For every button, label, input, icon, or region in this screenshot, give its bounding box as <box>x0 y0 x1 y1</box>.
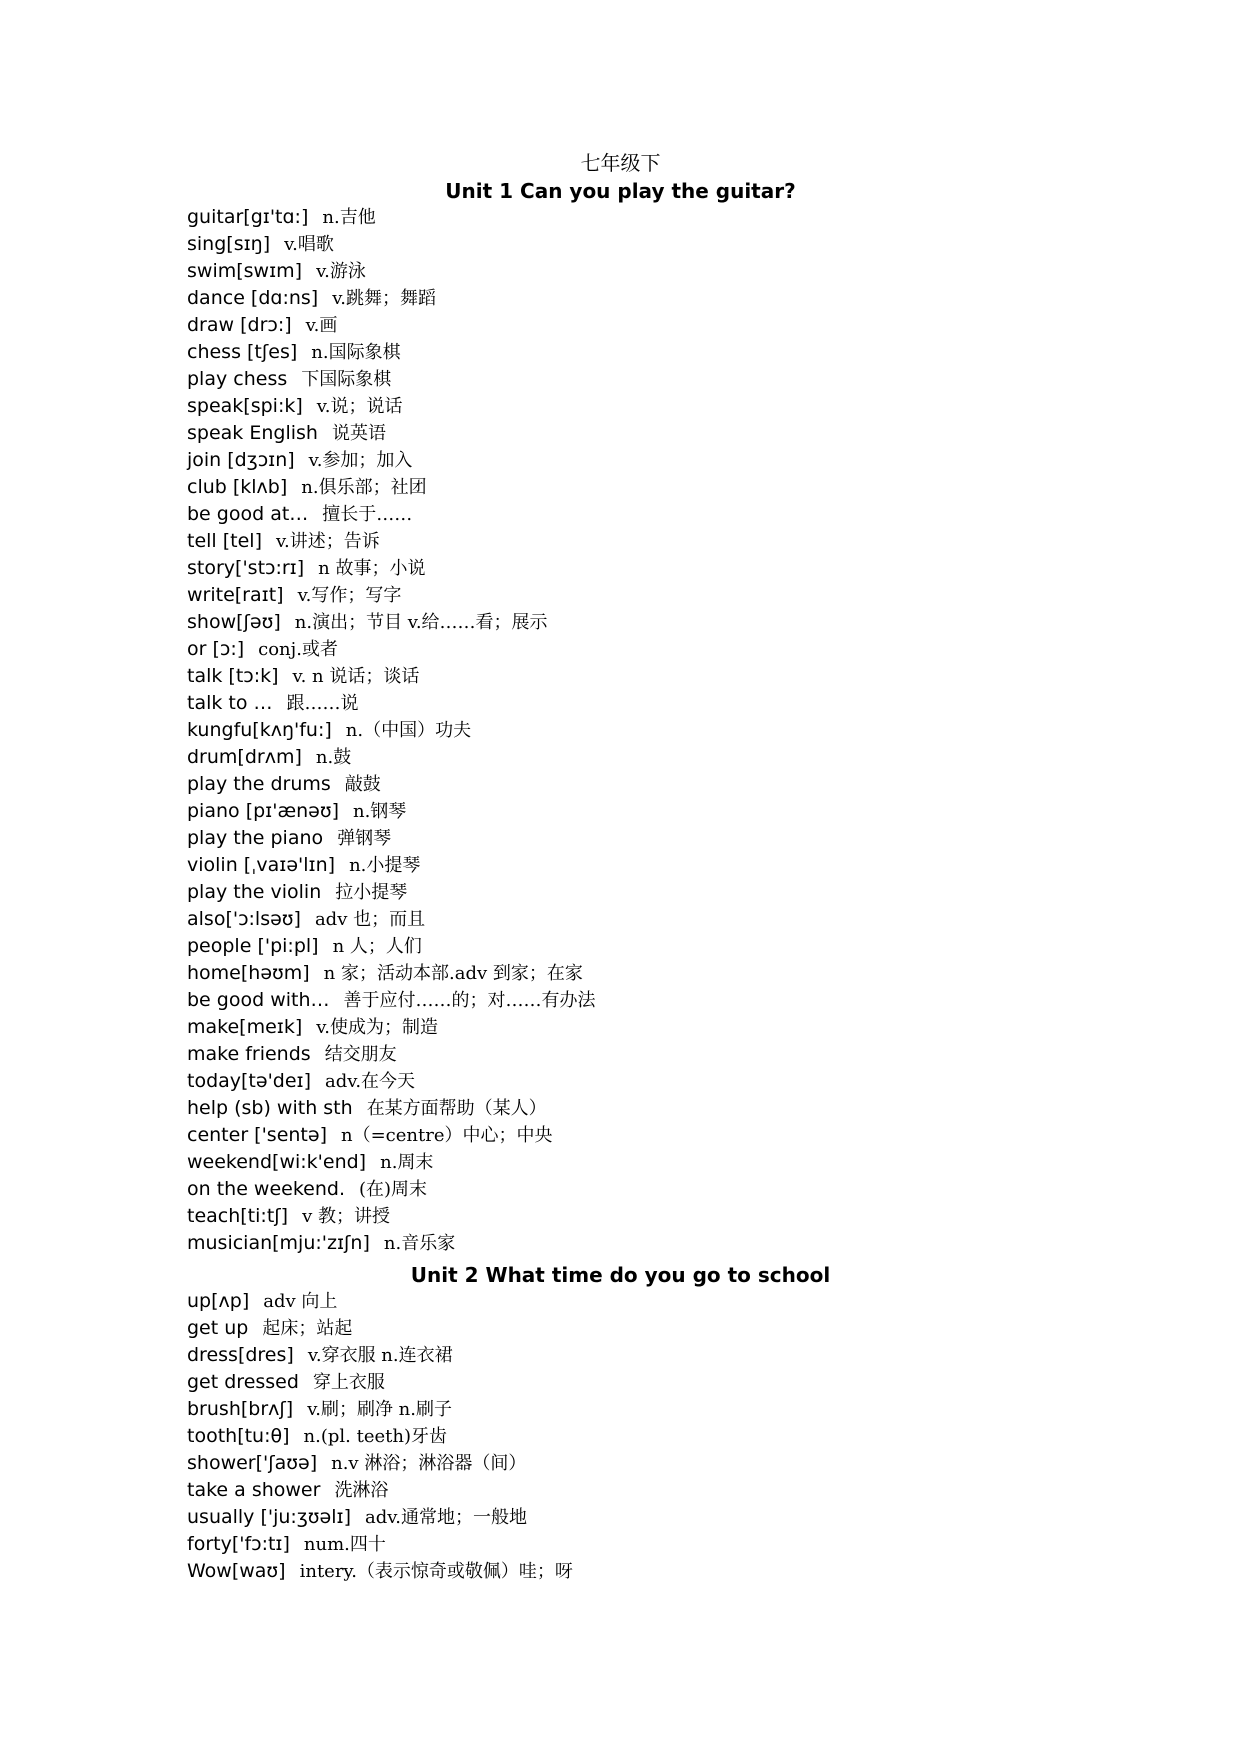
vocab-entry <box>187 1122 1187 1149</box>
vocab-meaning: intery.（表示惊奇或敬佩）哇；呀 <box>299 1561 573 1582</box>
vocab-word: center ['sentə] <box>187 1124 327 1146</box>
vocab-word: show[ʃəʊ] <box>187 611 281 633</box>
vocab-meaning: 敲鼓 <box>344 774 381 795</box>
vocab-meaning: 起床；站起 <box>262 1318 353 1339</box>
vocab-meaning: n 人；人们 <box>332 936 422 957</box>
vocab-meaning: n.鼓 <box>315 747 352 768</box>
vocab-word: make[meɪk] <box>187 1016 303 1038</box>
vocab-word: talk [tɔ:k] <box>187 665 279 687</box>
vocab-entry <box>187 285 1187 312</box>
vocab-meaning: 弹钢琴 <box>337 828 392 849</box>
vocab-meaning: n.（中国）功夫 <box>345 720 472 741</box>
vocab-entry <box>187 744 1187 771</box>
vocab-entry <box>187 1396 1187 1423</box>
vocab-entry <box>187 609 1187 636</box>
vocab-meaning: v.唱歌 <box>284 234 334 255</box>
vocab-word: shower['ʃaʊə] <box>187 1452 318 1474</box>
grade-title: 七年级下 <box>580 151 661 175</box>
vocab-entry <box>187 393 1187 420</box>
vocab-entry <box>187 1423 1187 1450</box>
vocab-word: speak[spi:k] <box>187 395 303 417</box>
vocab-entry <box>187 555 1187 582</box>
unit-1-title: Unit 1 Can you play the guitar? <box>445 179 796 203</box>
vocab-entry <box>187 1095 1187 1122</box>
vocab-word: guitar[gɪ'tɑ:] <box>187 206 309 228</box>
vocab-entry <box>187 1342 1187 1369</box>
vocab-entry <box>187 366 1187 393</box>
vocab-entry <box>187 933 1187 960</box>
vocab-meaning: 结交朋友 <box>324 1044 397 1065</box>
vocab-word: talk to … <box>187 692 273 714</box>
vocab-meaning: n.(pl. teeth)牙齿 <box>303 1426 447 1447</box>
vocab-meaning: 拉小提琴 <box>335 882 408 903</box>
vocab-word: get up <box>187 1317 249 1339</box>
vocab-entry <box>187 1288 1187 1315</box>
vocab-word: speak English <box>187 422 318 444</box>
vocab-word: be good at… <box>187 503 309 525</box>
vocab-meaning: conj.或者 <box>258 639 338 660</box>
vocab-word: play the drums <box>187 773 331 795</box>
vocab-meaning: n.音乐家 <box>383 1233 456 1254</box>
vocab-meaning: 善于应付……的；对……有办法 <box>343 990 596 1011</box>
vocab-word: musician[mju:'zɪʃn] <box>187 1232 370 1254</box>
vocab-entry <box>187 852 1187 879</box>
vocab-meaning: adv.在今天 <box>325 1071 416 1092</box>
vocab-word: weekend[wi:k'end] <box>187 1151 367 1173</box>
vocab-entry <box>187 1477 1187 1504</box>
vocab-meaning: 跟……说 <box>286 693 359 714</box>
vocab-entry <box>187 1450 1187 1477</box>
vocab-meaning: v.写作；写字 <box>297 585 402 606</box>
vocab-word: brush[brʌʃ] <box>187 1398 294 1420</box>
vocab-meaning: n 故事；小说 <box>318 558 426 579</box>
vocab-meaning: v.穿衣服 n.连衣裙 <box>307 1345 453 1366</box>
vocab-word: drum[drʌm] <box>187 746 302 768</box>
vocab-word: piano [pɪ'ænəʊ] <box>187 800 339 822</box>
vocab-entry <box>187 906 1187 933</box>
vocab-entry <box>187 987 1187 1014</box>
vocab-entry <box>187 825 1187 852</box>
vocab-entry <box>187 1068 1187 1095</box>
vocab-word: swim[swɪm] <box>187 260 303 282</box>
unit-2-vocabulary-list <box>187 1288 1187 1585</box>
vocab-word: play chess <box>187 368 288 390</box>
vocab-entry <box>187 1149 1187 1176</box>
vocab-entry <box>187 420 1187 447</box>
vocab-entry <box>187 1504 1187 1531</box>
vocab-entry <box>187 1014 1187 1041</box>
vocab-entry <box>187 1041 1187 1068</box>
vocab-meaning: 穿上衣服 <box>312 1372 385 1393</box>
vocab-word: today[tə'deɪ] <box>187 1070 312 1092</box>
vocab-meaning: 下国际象棋 <box>301 369 392 390</box>
vocab-meaning: adv 也；而且 <box>314 909 426 930</box>
vocab-meaning: 洗淋浴 <box>334 1480 389 1501</box>
unit-1-vocabulary-list <box>187 204 1187 1257</box>
vocab-meaning: n.钢琴 <box>352 801 407 822</box>
vocab-entry <box>187 339 1187 366</box>
vocab-entry <box>187 501 1187 528</box>
vocab-word: play the violin <box>187 881 322 903</box>
vocab-word: join [dʒɔɪn] <box>187 449 295 471</box>
vocab-meaning: n（=centre）中心；中央 <box>341 1125 553 1146</box>
vocab-meaning: n 家；活动本部.adv 到家；在家 <box>323 963 583 984</box>
vocab-word: chess [tʃes] <box>187 341 298 363</box>
vocab-word: help (sb) with sth <box>187 1097 353 1119</box>
vocab-word: also['ɔ:lsəʊ] <box>187 908 301 930</box>
vocab-meaning: v.跳舞；舞蹈 <box>332 288 436 309</box>
vocab-meaning: v 教；讲授 <box>302 1206 390 1227</box>
vocab-entry <box>187 1558 1187 1585</box>
vocab-entry <box>187 636 1187 663</box>
vocab-meaning: v.讲述；告诉 <box>275 531 380 552</box>
vocab-meaning: n.吉他 <box>322 207 376 228</box>
vocab-word: be good with… <box>187 989 330 1011</box>
vocab-word: home[həʊm] <box>187 962 310 984</box>
vocab-word: teach[ti:tʃ] <box>187 1205 289 1227</box>
vocab-word: sing[sɪŋ] <box>187 233 271 255</box>
vocab-meaning: 说英语 <box>331 423 386 444</box>
vocab-meaning: 擅长于…… <box>322 504 413 525</box>
vocab-entry <box>187 528 1187 555</box>
vocab-meaning: n.v 淋浴；淋浴器（间） <box>331 1453 527 1474</box>
vocab-meaning: v.参加；加入 <box>308 450 413 471</box>
vocab-entry <box>187 1176 1187 1203</box>
vocab-word: kungfu[kʌŋ'fu:] <box>187 719 332 741</box>
vocab-entry <box>187 879 1187 906</box>
vocab-meaning: adv 向上 <box>263 1291 338 1312</box>
vocab-entry <box>187 690 1187 717</box>
vocab-meaning: v.说；说话 <box>316 396 403 417</box>
vocab-entry <box>187 582 1187 609</box>
vocab-entry <box>187 798 1187 825</box>
vocab-word: forty['fɔ:tɪ] <box>187 1533 290 1555</box>
vocab-meaning: v. n 说话；谈话 <box>292 666 420 687</box>
vocab-entry <box>187 1315 1187 1342</box>
vocab-word: club [klʌb] <box>187 476 288 498</box>
vocab-meaning: adv.通常地；一般地 <box>364 1507 527 1528</box>
vocab-entry <box>187 474 1187 501</box>
vocab-word: draw [drɔ:] <box>187 314 292 336</box>
vocab-word: up[ʌp] <box>187 1290 250 1312</box>
vocab-meaning: 在某方面帮助（某人） <box>366 1098 547 1119</box>
vocab-meaning: v.使成为；制造 <box>316 1017 439 1038</box>
vocab-meaning: v.画 <box>305 315 338 336</box>
vocab-entry <box>187 771 1187 798</box>
vocab-word: get dressed <box>187 1371 299 1393</box>
vocab-word: make friends <box>187 1043 311 1065</box>
vocab-meaning: v.刷；刷净 n.刷子 <box>307 1399 452 1420</box>
vocab-word: on the weekend. <box>187 1178 346 1200</box>
vocab-word: story['stɔ:rɪ] <box>187 557 305 579</box>
vocab-entry <box>187 312 1187 339</box>
vocab-word: or [ɔ:] <box>187 638 245 660</box>
vocab-entry <box>187 717 1187 744</box>
vocab-word: dance [dɑ:ns] <box>187 287 319 309</box>
vocab-meaning: n.小提琴 <box>349 855 421 876</box>
vocab-entry <box>187 1230 1187 1257</box>
vocab-word: usually ['ju:ʒʊəlɪ] <box>187 1506 351 1528</box>
vocab-word: write[raɪt] <box>187 584 284 606</box>
vocab-meaning: (在)周末 <box>359 1179 428 1200</box>
unit-2-title: Unit 2 What time do you go to school <box>410 1263 831 1287</box>
vocab-word: violin [ˌvaɪə'lɪn] <box>187 854 336 876</box>
vocab-word: people ['pi:pl] <box>187 935 319 957</box>
vocab-entry <box>187 447 1187 474</box>
vocab-entry <box>187 960 1187 987</box>
vocab-word: take a shower <box>187 1479 321 1501</box>
vocab-entry <box>187 1203 1187 1230</box>
vocab-meaning: n.国际象棋 <box>311 342 401 363</box>
vocab-word: tooth[tu:θ] <box>187 1425 290 1447</box>
vocab-meaning: num.四十 <box>303 1534 386 1555</box>
vocab-meaning: n.演出；节目 v.给……看；展示 <box>294 612 548 633</box>
vocab-word: Wow[waʊ] <box>187 1560 286 1582</box>
vocab-entry <box>187 231 1187 258</box>
vocab-entry <box>187 663 1187 690</box>
vocab-word: play the piano <box>187 827 324 849</box>
vocab-entry <box>187 1531 1187 1558</box>
vocab-word: dress[dres] <box>187 1344 294 1366</box>
vocab-word: tell [tel] <box>187 530 262 552</box>
vocab-entry <box>187 1369 1187 1396</box>
vocab-meaning: n.俱乐部；社团 <box>301 477 427 498</box>
vocab-entry <box>187 258 1187 285</box>
vocab-entry <box>187 204 1187 231</box>
vocab-meaning: n.周末 <box>380 1152 434 1173</box>
vocab-meaning: v.游泳 <box>316 261 366 282</box>
